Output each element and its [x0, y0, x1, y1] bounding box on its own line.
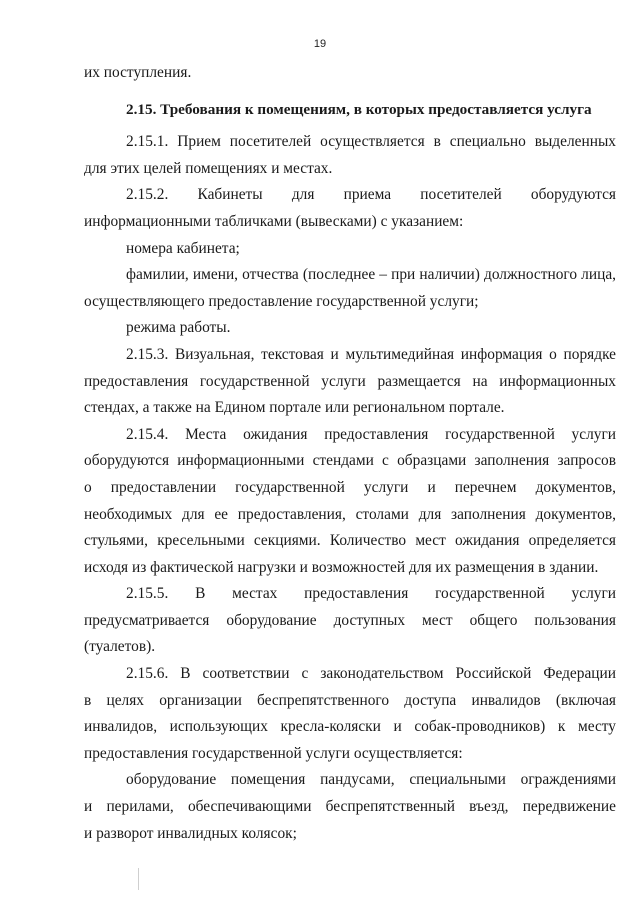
- text-line: необходимых для ее предоставления, столами для заполнения документов,: [84, 505, 616, 523]
- text-line: о предоставлении государственной услуги и перечнем документов,: [84, 478, 616, 496]
- text-line: информационными табличками (вывесками) с указанием:: [84, 212, 464, 230]
- text-line: 2.15.5. В местах предоставления государственной услуги: [126, 585, 616, 603]
- text-line: 2.15.6. В соответствии с законодательством Российской Федерации: [126, 665, 616, 683]
- list-item-official-name: [84, 262, 616, 315]
- paragraph-2-15-1: [84, 129, 616, 182]
- text-line: предоставления государственной услуги размещается на информационных: [84, 372, 616, 390]
- text-line: стульями, кресельными секциями. Количество мест ожидания определяется: [84, 532, 616, 550]
- list-item-work-schedule: [84, 315, 616, 342]
- paragraph-equipment: [84, 767, 616, 847]
- text-line: инвалидов, использующих кресла-коляски и собак-проводников) к месту: [84, 718, 616, 736]
- text-line: 2.15.2. Кабинеты для приема посетителей оборудуются: [126, 186, 616, 204]
- text-line: исходя из фактической нагрузки и возможностей для их размещения в здании.: [84, 558, 599, 576]
- section-heading: 2.15. Требования к помещениям, в которых предоставляется услуга: [126, 100, 592, 118]
- text-line: и перилами, обеспечивающими беспрепятственный въезд, передвижение: [84, 798, 616, 816]
- paragraph-2-15-4: [84, 422, 616, 582]
- text-line: предусматривается оборудование доступных мест общего пользования: [84, 611, 616, 629]
- scan-mark: [138, 868, 139, 890]
- text-line: 2.15.4. Места ожидания предоставления государственной услуги: [126, 425, 616, 443]
- text-line: в целях организации беспрепятственного доступа инвалидов (включая: [84, 691, 616, 709]
- document-body: [84, 60, 616, 847]
- text-line: оборудуются информационными стендами с образцами заполнения запросов: [84, 452, 616, 470]
- text-line: номера кабинета;: [126, 239, 240, 257]
- text-line: предоставления государственной услуги осуществляется:: [84, 744, 463, 762]
- text-line: (туалетов).: [84, 638, 156, 656]
- text-line: стендах, а также на Едином портале или региональном портале.: [84, 399, 505, 417]
- paragraph-2-15-3: [84, 342, 616, 422]
- text-line: осуществляющего предоставление государственной услуги;: [84, 292, 479, 310]
- text-line: фамилии, имени, отчества (последнее – при наличии) должностного лица,: [126, 266, 616, 284]
- text-line: оборудование помещения пандусами, специальными ограждениями: [126, 771, 616, 789]
- text-line: режима работы.: [126, 319, 231, 337]
- text-line: 2.15.1. Прием посетителей осуществляется в специально выделенных: [126, 133, 616, 151]
- paragraph-2-15-5: [84, 581, 616, 661]
- page-number: 19: [313, 38, 327, 50]
- text-line: и разворот инвалидных колясок;: [84, 824, 297, 842]
- text-line: для этих целей помещениях и местах.: [84, 159, 333, 177]
- paragraph-2-15-6: [84, 661, 616, 767]
- list-item-cabinet-number: [84, 236, 616, 263]
- text-line: 2.15.3. Визуальная, текстовая и мультимедийная информация о порядке: [126, 345, 616, 363]
- paragraph-2-15-2: [84, 182, 616, 235]
- text-line: их поступления.: [84, 64, 192, 81]
